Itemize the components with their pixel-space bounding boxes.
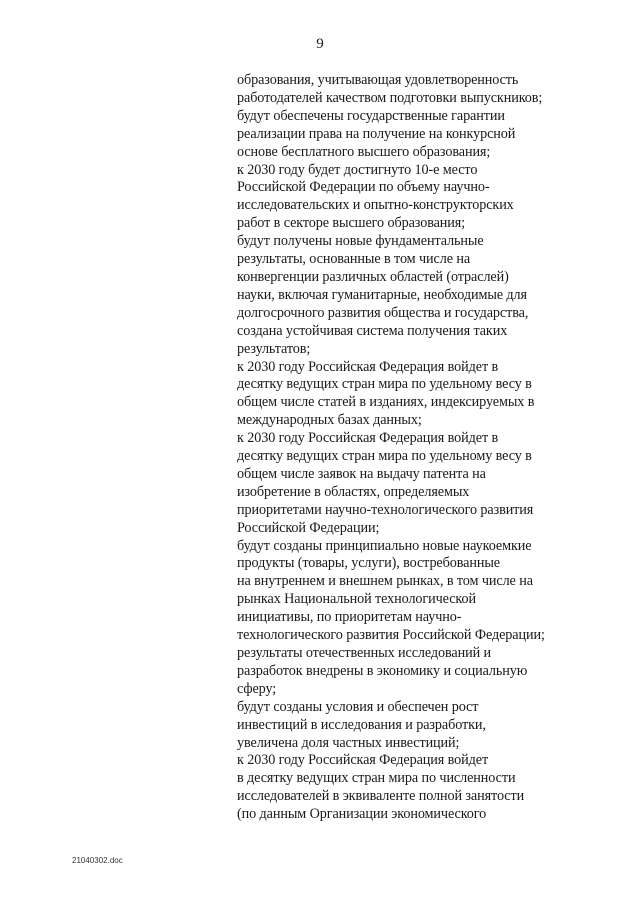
text-line: будут получены новые фундаментальные: [237, 233, 484, 250]
text-line: десятку ведущих стран мира по удельному весу в: [237, 376, 532, 393]
text-line: будут созданы принципиально новые наукоемкие: [237, 537, 532, 554]
text-line: сферу;: [237, 680, 277, 697]
text-line: к 2030 году Российская Федерация войдет: [237, 752, 489, 769]
text-line: рынках Национальной технологической: [237, 591, 476, 608]
text-line: Российской Федерации по объему научно-: [237, 179, 490, 196]
text-line: результатов;: [237, 340, 311, 357]
document-code: 21040302.doc: [72, 856, 123, 865]
text-line: Российской Федерации;: [237, 519, 380, 536]
text-line: к 2030 году Российская Федерация войдет в: [237, 430, 499, 447]
text-line: работодателей качеством подготовки выпускников;: [237, 89, 543, 106]
text-line: результаты, основанные в том числе на: [237, 251, 471, 268]
page-number: 9: [316, 36, 324, 52]
text-line: к 2030 году Российская Федерация войдет в: [237, 358, 499, 375]
text-line: международных базах данных;: [237, 412, 422, 429]
text-line: исследовательских и опытно-конструкторских: [237, 197, 514, 214]
text-line: общем числе заявок на выдачу патента на: [237, 465, 486, 482]
text-line: увеличена доля частных инвестиций;: [237, 734, 460, 751]
text-line: будут созданы условия и обеспечен рост: [237, 698, 479, 715]
text-line: работ в секторе высшего образования;: [237, 215, 466, 232]
text-line: (по данным Организации экономического: [237, 806, 487, 823]
text-line: конвергенции различных областей (отраслей): [237, 268, 509, 285]
text-line: приоритетами научно-технологического развития: [237, 501, 534, 518]
text-line: науки, включая гуманитарные, необходимые для: [237, 286, 527, 303]
text-line: к 2030 году будет достигнуто 10-е место: [237, 161, 478, 178]
text-line: общем числе статей в изданиях, индексируемых в: [237, 394, 535, 411]
text-line: реализации права на получение на конкурсной: [237, 125, 516, 142]
text-line: результаты отечественных исследований и: [237, 645, 492, 661]
text-line: инвестиций в исследования и разработки,: [237, 716, 486, 733]
text-line: продукты (товары, услуги), востребованные: [237, 555, 500, 572]
text-line: на внутреннем и внешнем рынках, в том числе на: [237, 573, 533, 590]
text-line: исследователей в эквиваленте полной занятости: [237, 788, 525, 805]
text-line: технологического развития Российской Федерации;: [237, 627, 545, 644]
text-line: изобретение в областях, определяемых: [237, 483, 470, 500]
text-line: образования, учитывающая удовлетворенность: [237, 72, 519, 88]
text-line: десятку ведущих стран мира по удельному весу в: [237, 448, 532, 465]
text-line: создана устойчивая система получения таких: [237, 322, 508, 339]
text-line: будут обеспечены государственные гарантии: [237, 107, 505, 124]
text-line: долгосрочного развития общества и государства,: [237, 304, 529, 321]
body-text: [237, 72, 577, 824]
text-line: основе бесплатного высшего образования;: [237, 143, 491, 160]
text-line: инициативы, по приоритетам научно-: [237, 609, 462, 626]
text-line: в десятку ведущих стран мира по численности: [237, 770, 516, 787]
text-line: разработок внедрены в экономику и социальную: [237, 662, 528, 679]
